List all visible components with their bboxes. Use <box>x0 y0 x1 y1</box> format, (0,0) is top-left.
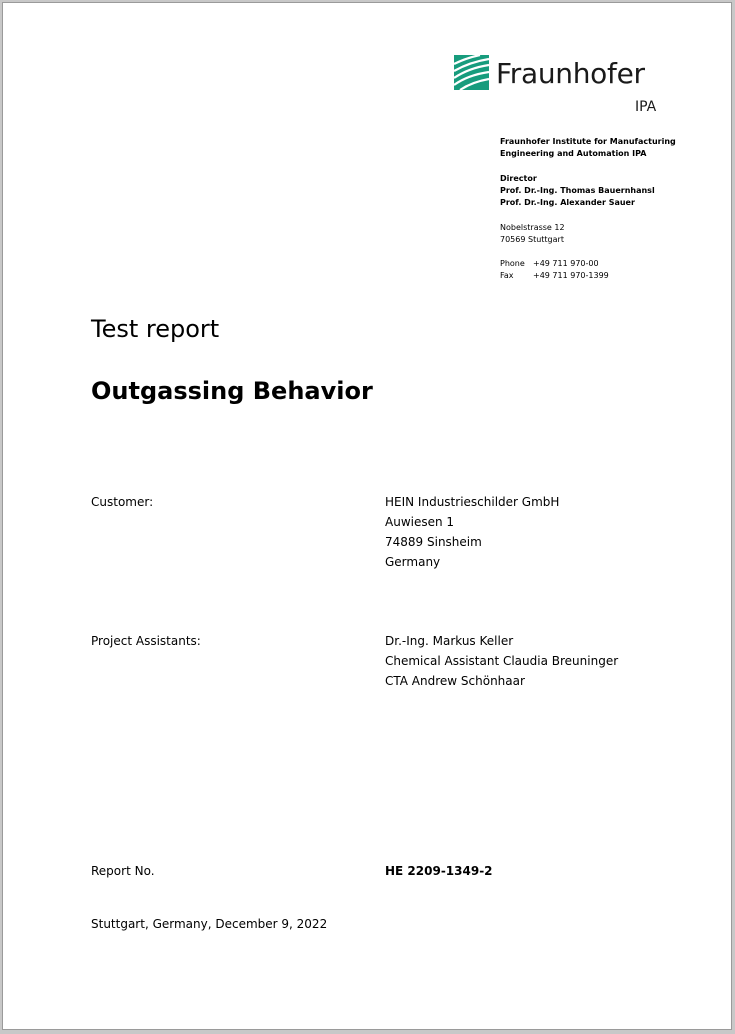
place-date: Stuttgart, Germany, December 9, 2022 <box>91 917 328 931</box>
customer-line: HEIN Industrieschilder GmbH <box>385 495 560 509</box>
report-no-label: Report No. <box>91 864 155 878</box>
customer-line: Auwiesen 1 <box>385 515 455 529</box>
director-1: Prof. Dr.-Ing. Thomas Bauernhansl <box>500 186 655 195</box>
customer-label: Customer: <box>91 495 154 509</box>
director-label: Director <box>500 174 537 183</box>
phone-label: Phone <box>500 259 525 268</box>
assistant-line: Chemical Assistant Claudia Breuninger <box>385 654 619 668</box>
institute-name-line2: Engineering and Automation IPA <box>500 149 647 158</box>
institute-street: Nobelstrasse 12 <box>500 223 565 232</box>
fax-label: Fax <box>500 271 514 280</box>
assistant-line: CTA Andrew Schönhaar <box>385 674 525 688</box>
institute-name-line1: Fraunhofer Institute for Manufacturing <box>500 137 676 146</box>
document-type: Test report <box>91 315 220 343</box>
document-page <box>2 2 732 1030</box>
customer-line: Germany <box>385 555 441 569</box>
customer-line: 74889 Sinsheim <box>385 535 482 549</box>
director-2: Prof. Dr.-Ing. Alexander Sauer <box>500 198 635 207</box>
institute-city: 70569 Stuttgart <box>500 235 564 244</box>
logo-wordmark: Fraunhofer <box>496 57 645 90</box>
fax-number: +49 711 970-1399 <box>533 271 609 280</box>
assistants-label: Project Assistants: <box>91 634 201 648</box>
fraunhofer-logo-icon <box>454 55 489 90</box>
assistant-line: Dr.-Ing. Markus Keller <box>385 634 514 648</box>
logo-unit: IPA <box>635 99 657 115</box>
phone-row <box>500 258 599 270</box>
phone-number: +49 711 970-00 <box>533 259 599 268</box>
report-no-value: HE 2209-1349-2 <box>385 864 493 878</box>
document-title: Outgassing Behavior <box>91 377 373 405</box>
fax-row <box>500 270 609 282</box>
